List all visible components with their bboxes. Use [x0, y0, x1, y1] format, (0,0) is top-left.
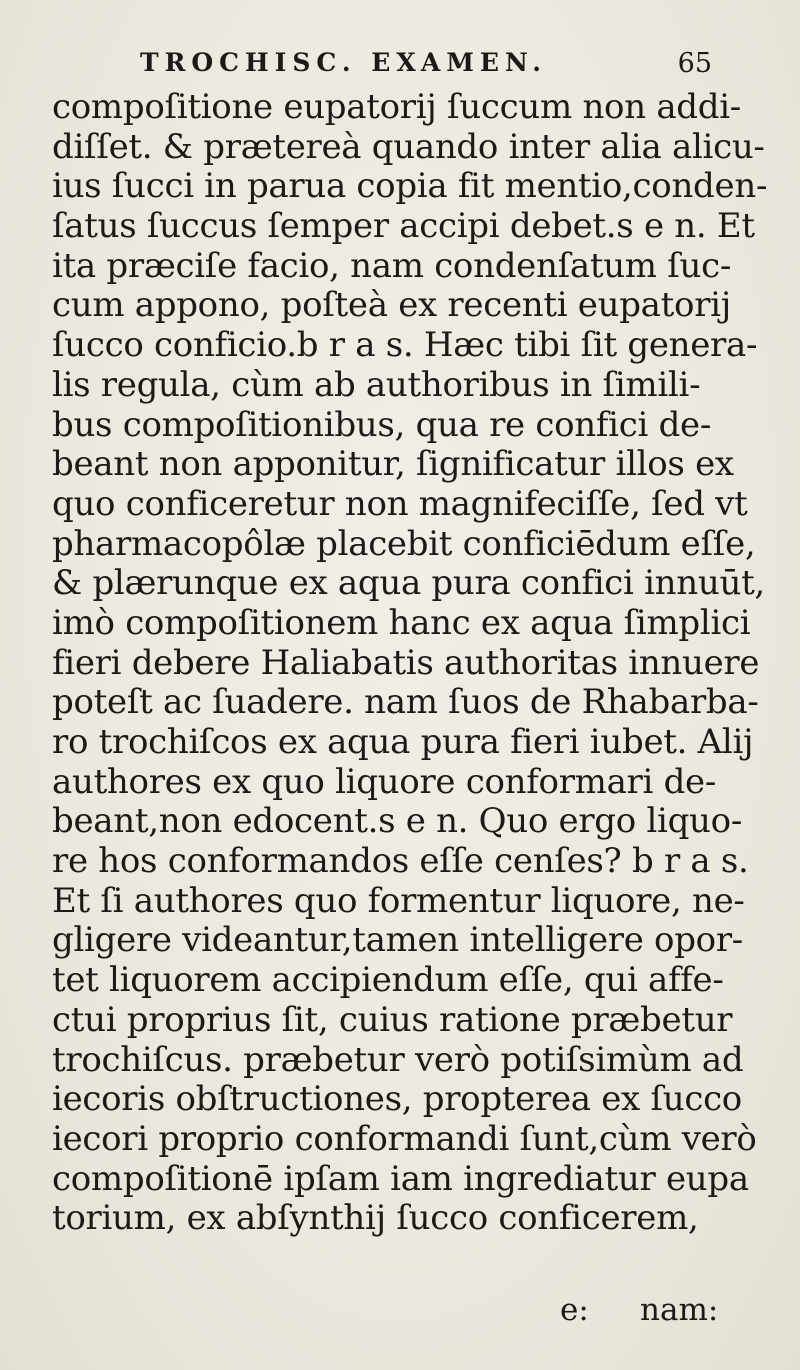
- body-text: [52, 88, 772, 1239]
- text-line: re hos conformandos eſſe cenſes? b r a s.: [52, 841, 749, 882]
- text-line: torium, ex abſynthij ſucco conficerem,: [52, 1198, 699, 1239]
- text-line: ſatus ſuccus ſemper accipi debet.s e n. Et: [52, 206, 755, 247]
- text-line: compoſitione eupatorij ſuccum non addi-: [52, 87, 741, 127]
- text-line: ius ſucci in parua copia fit mentio,conden-: [52, 166, 768, 207]
- text-line: ita præciſe facio, nam condenſatum ſuc-: [52, 245, 732, 286]
- text-line: poteſt ac ſuadere. nam ſuos de Rhabarba-: [52, 682, 759, 723]
- text-line: ſucco conficio.b r a s. Hæc tibi ſit genera-: [52, 325, 758, 366]
- text-line: iecoris obſtructiones, propterea ex ſucco: [52, 1079, 742, 1120]
- catchword-word: nam:: [640, 1292, 719, 1328]
- text-line: & plærunque ex aqua pura confici innuūt,: [52, 563, 765, 604]
- text-line: iecori proprio conformandi ſunt,cùm verò: [52, 1118, 757, 1159]
- text-line: tet liquorem accipiendum eſſe, qui affe-: [52, 960, 724, 1001]
- text-line: imò compoſitionem hanc ex aqua ſimplici: [52, 602, 751, 643]
- text-line: compoſitionē ipſam iam ingrediatur eupa: [52, 1158, 749, 1199]
- text-line: quo conficeretur non magnifeciſſe, ſed vt: [52, 483, 748, 524]
- text-line: pharmacopôlæ placebit conficiēdum eſſe,: [52, 523, 756, 564]
- text-line: ro trochiſcos ex aqua pura fieri iubet. Alij: [52, 722, 754, 762]
- text-line: beant non apponitur, ſignificatur illos ex: [52, 444, 734, 485]
- text-line: bus compoſitionibus, qua re confici de-: [52, 404, 712, 445]
- running-head: [140, 48, 712, 84]
- text-line: beant,non edocent.s e n. Quo ergo liquo-: [52, 801, 743, 842]
- text-line: ctui proprius ſit, cuius ratione præbetur: [52, 999, 733, 1040]
- text-line: cum appono, poſteà ex recenti eupatorij: [52, 285, 731, 326]
- text-line: trochiſcus. præbetur verò potiſsimùm ad: [52, 1039, 744, 1080]
- text-line: lis regula, cùm ab authoribus in ſimili-: [52, 364, 701, 405]
- catchword-signature: e:: [560, 1292, 589, 1328]
- catchword: [560, 1290, 780, 1330]
- text-line: gligere videantur,tamen intelligere opor-: [52, 920, 743, 961]
- running-title: TROCHISC. EXAMEN.: [140, 48, 547, 77]
- text-line: Et ſi authores quo formentur liquore, ne-: [52, 880, 745, 921]
- text-line: diſſet. & prætereà quando inter alia alicu-: [52, 126, 765, 167]
- text-line: authores ex quo liquore conformari de-: [52, 761, 717, 802]
- page-number: 65: [677, 48, 712, 79]
- text-line: fieri debere Haliabatis authoritas innuere: [52, 642, 760, 683]
